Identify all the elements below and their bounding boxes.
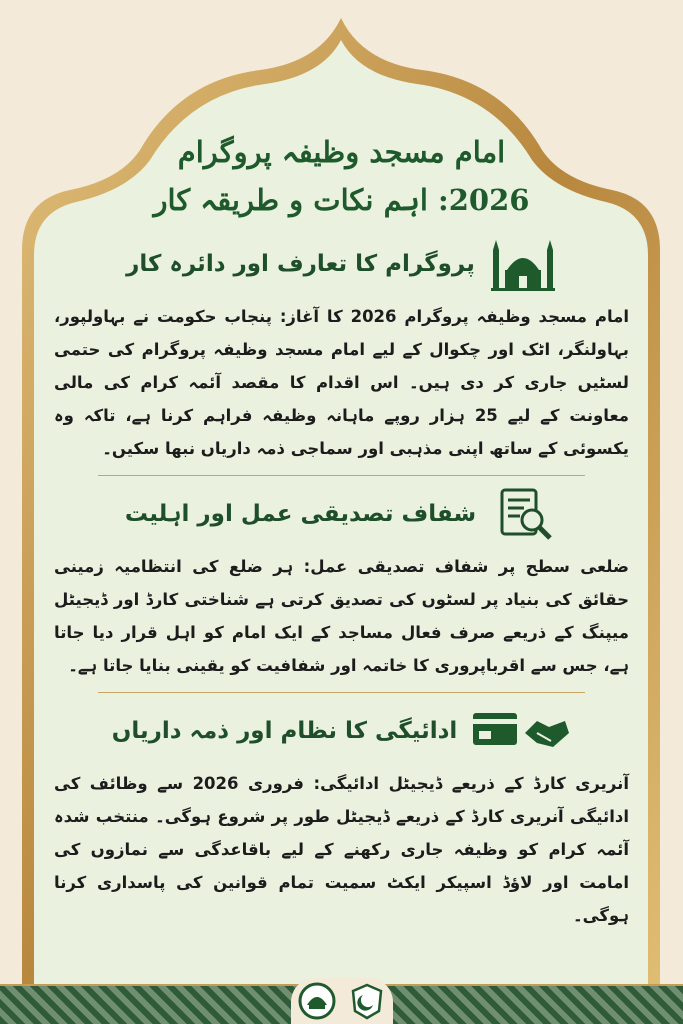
- title-line-2: 2026: اہم نکات و طریقہ کار: [153, 183, 530, 217]
- section-heading-text: شفاف تصدیقی عمل اور اہلیت: [124, 501, 477, 527]
- card-handshake-icon: [471, 703, 571, 759]
- section-text-verification: ضلعی سطح پر شفاف تصدیقی عمل: ہر ضلع کی انتظامیہ زمینی حقائق کی بنیاد پر لسٹوں کی تصدیق کرتی ہے شناختی کارڈ اور ڈیجیٹل میپنگ کے ذریعے صرف فعال مساجد کے ایک امام کو اہل قرار دیا جاتا ہے، جس سے اقرباپروری کا خاتمہ اور شفافیت کو یقینی بنایا جاتا ہے۔: [54, 557, 629, 675]
- mosque-icon: [489, 236, 557, 292]
- footer-logos: [291, 978, 393, 1024]
- section-text-intro: امام مسجد وظیفہ پروگرام 2026 کا آغاز: پنجاب حکومت نے بہاولپور، بہاولنگر، اٹک اور چکوال کے لیے امام مسجد وظیفہ پروگرام کی حتمی لسٹیں جاری کر دی ہیں۔ اس اقدام کا مقصد آئمہ کرام کی مالی معاونت کے لیے 25 ہزار روپے ماہانہ وظیفہ فراہم کرنا ہے، تاکہ وہ یکسوئی کے ساتھ اپنی مذہبی اور سماجی ذمہ داریاں نبھا سکیں۔: [54, 307, 630, 458]
- divider: [98, 692, 585, 693]
- section-heading-text: ادائیگی کا نظام اور ذمہ داریاں: [111, 718, 458, 744]
- section-heading-payment: [48, 703, 635, 759]
- page-title: [48, 128, 635, 224]
- document-search-icon: [490, 486, 558, 542]
- section-heading-verification: [48, 486, 635, 542]
- divider: [98, 475, 585, 476]
- pakistan-emblem-icon: [347, 981, 387, 1021]
- title-line-1: امام مسجد وظیفہ پروگرام: [177, 135, 506, 169]
- section-heading-text: پروگرام کا تعارف اور دائرہ کار: [126, 251, 475, 277]
- punjab-logo-icon: [297, 981, 337, 1021]
- section-heading-intro: [48, 236, 635, 292]
- section-text-payment: آنریری کارڈ کے ذریعے ڈیجیٹل ادائیگی: فروری 2026 سے وظائف کی ادائیگی آنریری کارڈ کے ذریعے ڈیجیٹل طور پر شروع ہوگی۔ منتخب شدہ آئمہ کرام کو وظیفہ جاری رکھنے کے لیے باقاعدگی سے نمازوں کی امامت اور لاؤڈ اسپیکر ایکٹ سمیت تمام قوانین کی پاسداری کرنا ہوگی۔: [54, 774, 629, 925]
